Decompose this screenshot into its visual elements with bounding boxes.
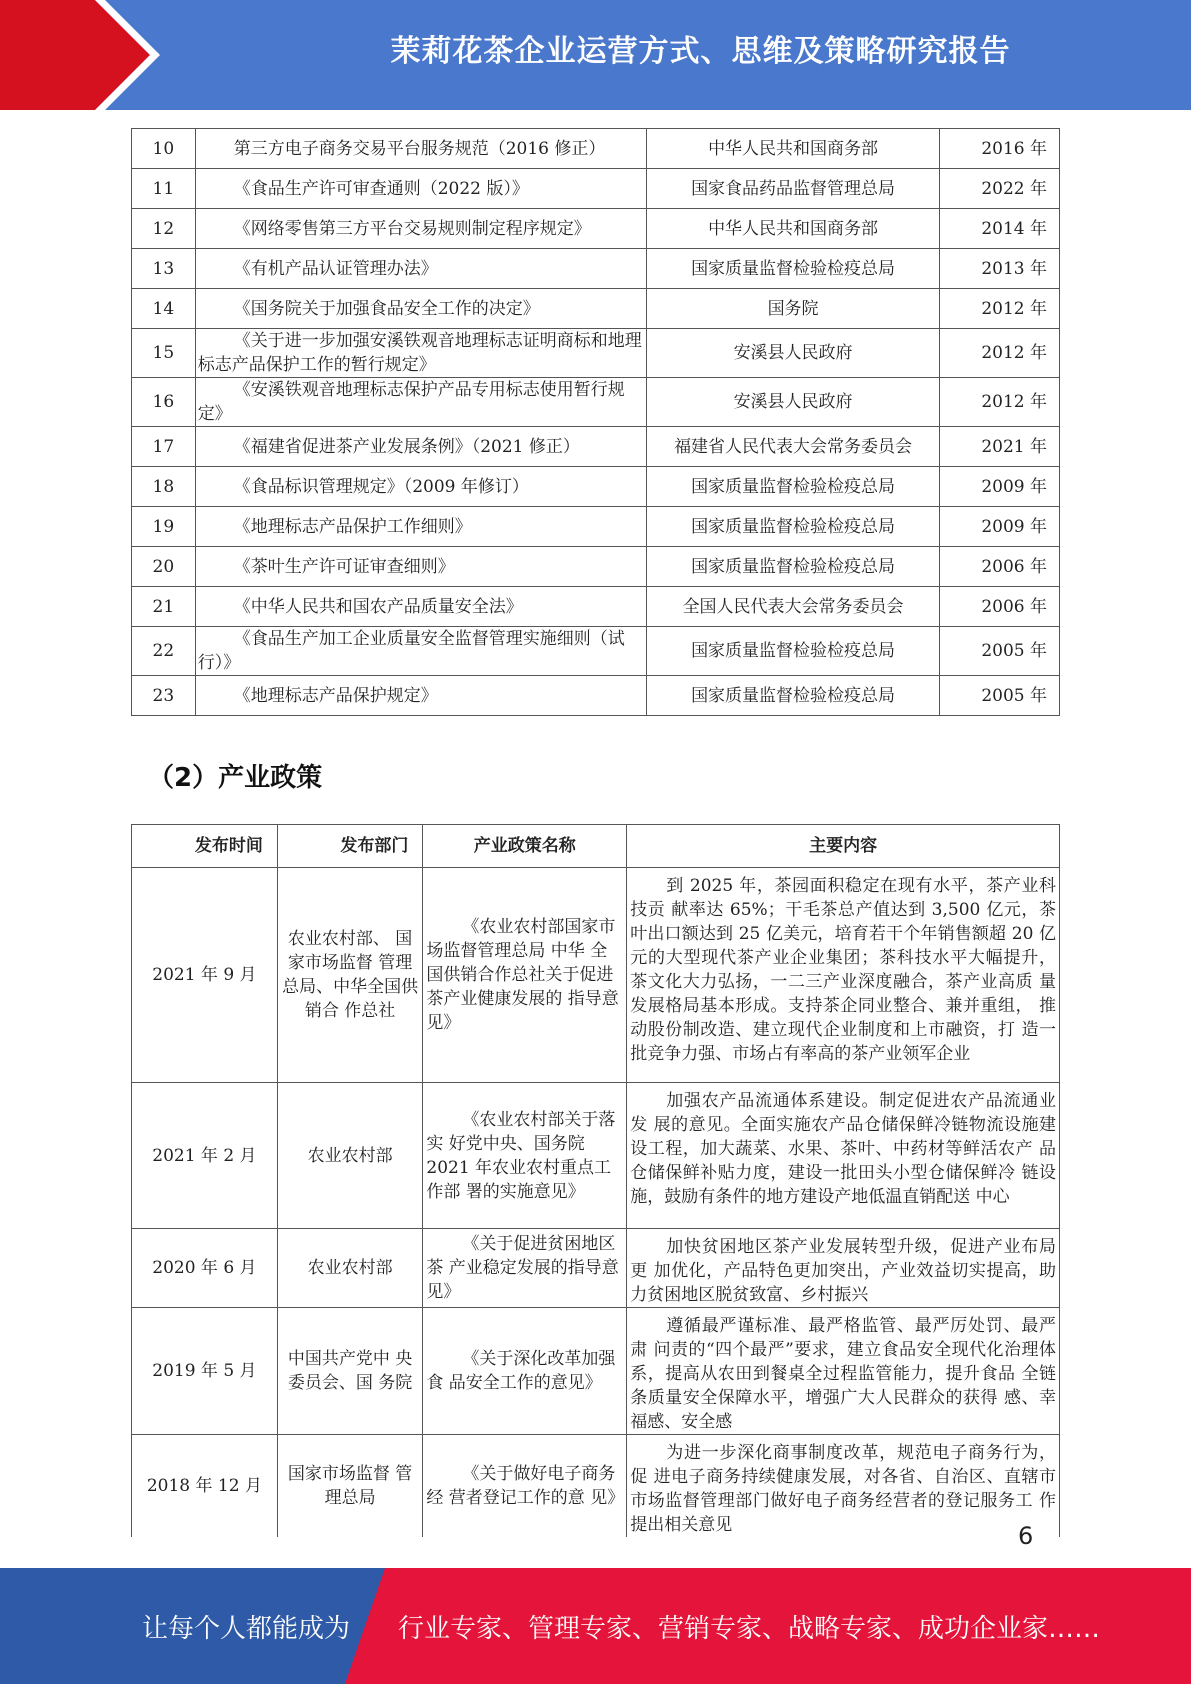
issuing-department: 全国人民代表大会常务委员会 bbox=[646, 587, 940, 627]
table-row bbox=[132, 1083, 1060, 1229]
policy-date: 2020 年 6 月 bbox=[132, 1229, 278, 1308]
issue-year: 2006 年 bbox=[940, 547, 1060, 587]
table-row bbox=[132, 587, 1060, 627]
law-name: 第三方电子商务交易平台服务规范（2016 修正） bbox=[195, 129, 646, 169]
issue-year: 2012 年 bbox=[940, 329, 1060, 378]
row-number: 11 bbox=[132, 169, 196, 209]
table-row bbox=[132, 868, 1060, 1083]
issue-year: 2012 年 bbox=[940, 289, 1060, 329]
table-row bbox=[132, 467, 1060, 507]
header-date: 发布时间 bbox=[132, 825, 278, 868]
policy-content: 到 2025 年，茶园面积稳定在现有水平，茶产业科技贡 献率达 65%；干毛茶总产值达到 3,500 亿元，茶叶出口额达到 25 亿美元，培育若干个年销售额超 20 亿元的大型现代茶产业企业集团；茶科技水平大幅提升， 茶文化大力弘扬，一二三产业深度融合，茶产业高质 量发展格局基本形成。支持茶企同业整合、兼并重组， 推动股份制改造、建立现代企业制度和上市融资，打 造一批竞争力强、市场占有率高的茶产业领军企业 bbox=[627, 868, 1060, 1083]
policy-date: 2021 年 9 月 bbox=[132, 868, 278, 1083]
law-name: 《地理标志产品保护工作细则》 bbox=[195, 507, 646, 547]
row-number: 10 bbox=[132, 129, 196, 169]
table-row bbox=[132, 676, 1060, 716]
policy-name: 《农业农村部国家市场监督管理总局 中华 全国供销合作总社关于促进茶产业健康发展的 指导意见》 bbox=[423, 868, 627, 1083]
policy-table bbox=[131, 824, 1060, 1537]
law-name: 《有机产品认证管理办法》 bbox=[195, 249, 646, 289]
row-number: 13 bbox=[132, 249, 196, 289]
policy-name: 《农业农村部关于落实 好党中央、国务院 2021 年农业农村重点工作部 署的实施意见》 bbox=[423, 1083, 627, 1229]
issuing-department: 国家食品药品监督管理总局 bbox=[646, 169, 940, 209]
row-number: 19 bbox=[132, 507, 196, 547]
issuing-department: 安溪县人民政府 bbox=[646, 329, 940, 378]
row-number: 16 bbox=[132, 378, 196, 427]
report-title: 茉莉花茶企业运营方式、思维及策略研究报告 bbox=[390, 34, 1011, 69]
row-number: 21 bbox=[132, 587, 196, 627]
table-row bbox=[132, 129, 1060, 169]
policy-department: 农业农村部 bbox=[277, 1229, 423, 1308]
law-name: 《食品生产加工企业质量安全监督管理实施细则（试行）》 bbox=[195, 627, 646, 676]
issue-year: 2006 年 bbox=[940, 587, 1060, 627]
page-number: 6 bbox=[1018, 1522, 1034, 1550]
page-footer bbox=[0, 1568, 1191, 1684]
table-row bbox=[132, 427, 1060, 467]
issuing-department: 中华人民共和国商务部 bbox=[646, 209, 940, 249]
section-title: （2）产业政策 bbox=[148, 763, 323, 793]
issue-year: 2021 年 bbox=[940, 427, 1060, 467]
table-row bbox=[132, 507, 1060, 547]
table-row bbox=[132, 209, 1060, 249]
row-number: 22 bbox=[132, 627, 196, 676]
law-name: 《国务院关于加强食品安全工作的决定》 bbox=[195, 289, 646, 329]
policy-department: 中国共产党中 央委员会、国 务院 bbox=[277, 1308, 423, 1435]
issue-year: 2016 年 bbox=[940, 129, 1060, 169]
issuing-department: 国家质量监督检验检疫总局 bbox=[646, 627, 940, 676]
issue-year: 2005 年 bbox=[940, 627, 1060, 676]
policy-table-header-row bbox=[132, 825, 1060, 868]
row-number: 12 bbox=[132, 209, 196, 249]
table-row bbox=[132, 289, 1060, 329]
law-name: 《安溪铁观音地理标志保护产品专用标志使用暂行规定》 bbox=[195, 378, 646, 427]
laws-table bbox=[131, 128, 1060, 716]
policy-date: 2018 年 12 月 bbox=[132, 1435, 278, 1538]
issue-year: 2022 年 bbox=[940, 169, 1060, 209]
issuing-department: 国家质量监督检验检疫总局 bbox=[646, 676, 940, 716]
issuing-department: 福建省人民代表大会常务委员会 bbox=[646, 427, 940, 467]
issue-year: 2009 年 bbox=[940, 467, 1060, 507]
table-row bbox=[132, 249, 1060, 289]
header-red-arrow bbox=[0, 0, 150, 110]
issuing-department: 安溪县人民政府 bbox=[646, 378, 940, 427]
table-row bbox=[132, 1435, 1060, 1538]
footer-slogan-left: 让每个人都能成为 bbox=[142, 1614, 351, 1644]
issuing-department: 国家质量监督检验检疫总局 bbox=[646, 507, 940, 547]
issue-year: 2005 年 bbox=[940, 676, 1060, 716]
row-number: 15 bbox=[132, 329, 196, 378]
table-row bbox=[132, 547, 1060, 587]
header-dept: 发布部门 bbox=[277, 825, 423, 868]
issue-year: 2013 年 bbox=[940, 249, 1060, 289]
law-name: 《网络零售第三方平台交易规则制定程序规定》 bbox=[195, 209, 646, 249]
policy-name: 《关于深化改革加强食 品安全工作的意见》 bbox=[423, 1308, 627, 1435]
row-number: 20 bbox=[132, 547, 196, 587]
policy-name: 《关于做好电子商务经 营者登记工作的意 见》 bbox=[423, 1435, 627, 1538]
table-row bbox=[132, 1308, 1060, 1435]
table-row bbox=[132, 329, 1060, 378]
issuing-department: 国家质量监督检验检疫总局 bbox=[646, 467, 940, 507]
issue-year: 2012 年 bbox=[940, 378, 1060, 427]
table-row bbox=[132, 169, 1060, 209]
law-name: 《茶叶生产许可证审查细则》 bbox=[195, 547, 646, 587]
policy-department: 农业农村部 bbox=[277, 1083, 423, 1229]
row-number: 23 bbox=[132, 676, 196, 716]
policy-name: 《关于促进贫困地区茶 产业稳定发展的指导意 见》 bbox=[423, 1229, 627, 1308]
row-number: 17 bbox=[132, 427, 196, 467]
row-number: 18 bbox=[132, 467, 196, 507]
policy-date: 2019 年 5 月 bbox=[132, 1308, 278, 1435]
table-row bbox=[132, 378, 1060, 427]
policy-date: 2021 年 2 月 bbox=[132, 1083, 278, 1229]
footer-slogan-right: 行业专家、管理专家、营销专家、战略专家、成功企业家…… bbox=[398, 1614, 1101, 1644]
header-policy-name: 产业政策名称 bbox=[423, 825, 627, 868]
law-name: 《地理标志产品保护规定》 bbox=[195, 676, 646, 716]
issue-year: 2009 年 bbox=[940, 507, 1060, 547]
table-row bbox=[132, 627, 1060, 676]
law-name: 《关于进一步加强安溪铁观音地理标志证明商标和地理 标志产品保护工作的暂行规定》 bbox=[195, 329, 646, 378]
law-name: 《福建省促进茶产业发展条例》（2021 修正） bbox=[195, 427, 646, 467]
policy-content: 为进一步深化商事制度改革，规范电子商务行为，促 进电子商务持续健康发展，对各省、自治区、直辖市市场监督管理部门做好电子商务经营者的登记服务工 作提出相关意见 bbox=[627, 1435, 1060, 1538]
issuing-department: 国家质量监督检验检疫总局 bbox=[646, 249, 940, 289]
policy-department: 国家市场监督 管理总局 bbox=[277, 1435, 423, 1538]
policy-content: 加强农产品流通体系建设。制定促进农产品流通业发 展的意见。全面实施农产品仓储保鲜冷链物流设施建设工程，加大蔬菜、水果、茶叶、中药材等鲜活农产 品仓储保鲜补贴力度，建设一批田头小型仓储保鲜冷 链设施，鼓励有条件的地方建设产地低温直销配送 中心 bbox=[627, 1083, 1060, 1229]
law-name: 《食品标识管理规定》（2009 年修订） bbox=[195, 467, 646, 507]
page-header bbox=[0, 0, 1191, 110]
policy-content: 加快贫困地区茶产业发展转型升级，促进产业布局更 加优化，产品特色更加突出，产业效益切实提高，助力贫困地区脱贫致富、乡村振兴 bbox=[627, 1229, 1060, 1308]
table-row bbox=[132, 1229, 1060, 1308]
header-content: 主要内容 bbox=[627, 825, 1060, 868]
law-name: 《食品生产许可审查通则（2022 版）》 bbox=[195, 169, 646, 209]
policy-department: 农业农村部、 国家市场监督 管理总局、中华全国供销合 作总社 bbox=[277, 868, 423, 1083]
row-number: 14 bbox=[132, 289, 196, 329]
issuing-department: 国务院 bbox=[646, 289, 940, 329]
issuing-department: 国家质量监督检验检疫总局 bbox=[646, 547, 940, 587]
policy-content: 遵循最严谨标准、最严格监管、最严厉处罚、最严肃 问责的“四个最严”要求，建立食品安全现代化治理体系，提高从农田到餐桌全过程监管能力，提升食品 全链条质量安全保障水平，增强广大人民群众的获得 感、幸福感、安全感 bbox=[627, 1308, 1060, 1435]
issue-year: 2014 年 bbox=[940, 209, 1060, 249]
issuing-department: 中华人民共和国商务部 bbox=[646, 129, 940, 169]
header-arrow-decoration bbox=[0, 0, 180, 110]
law-name: 《中华人民共和国农产品质量安全法》 bbox=[195, 587, 646, 627]
